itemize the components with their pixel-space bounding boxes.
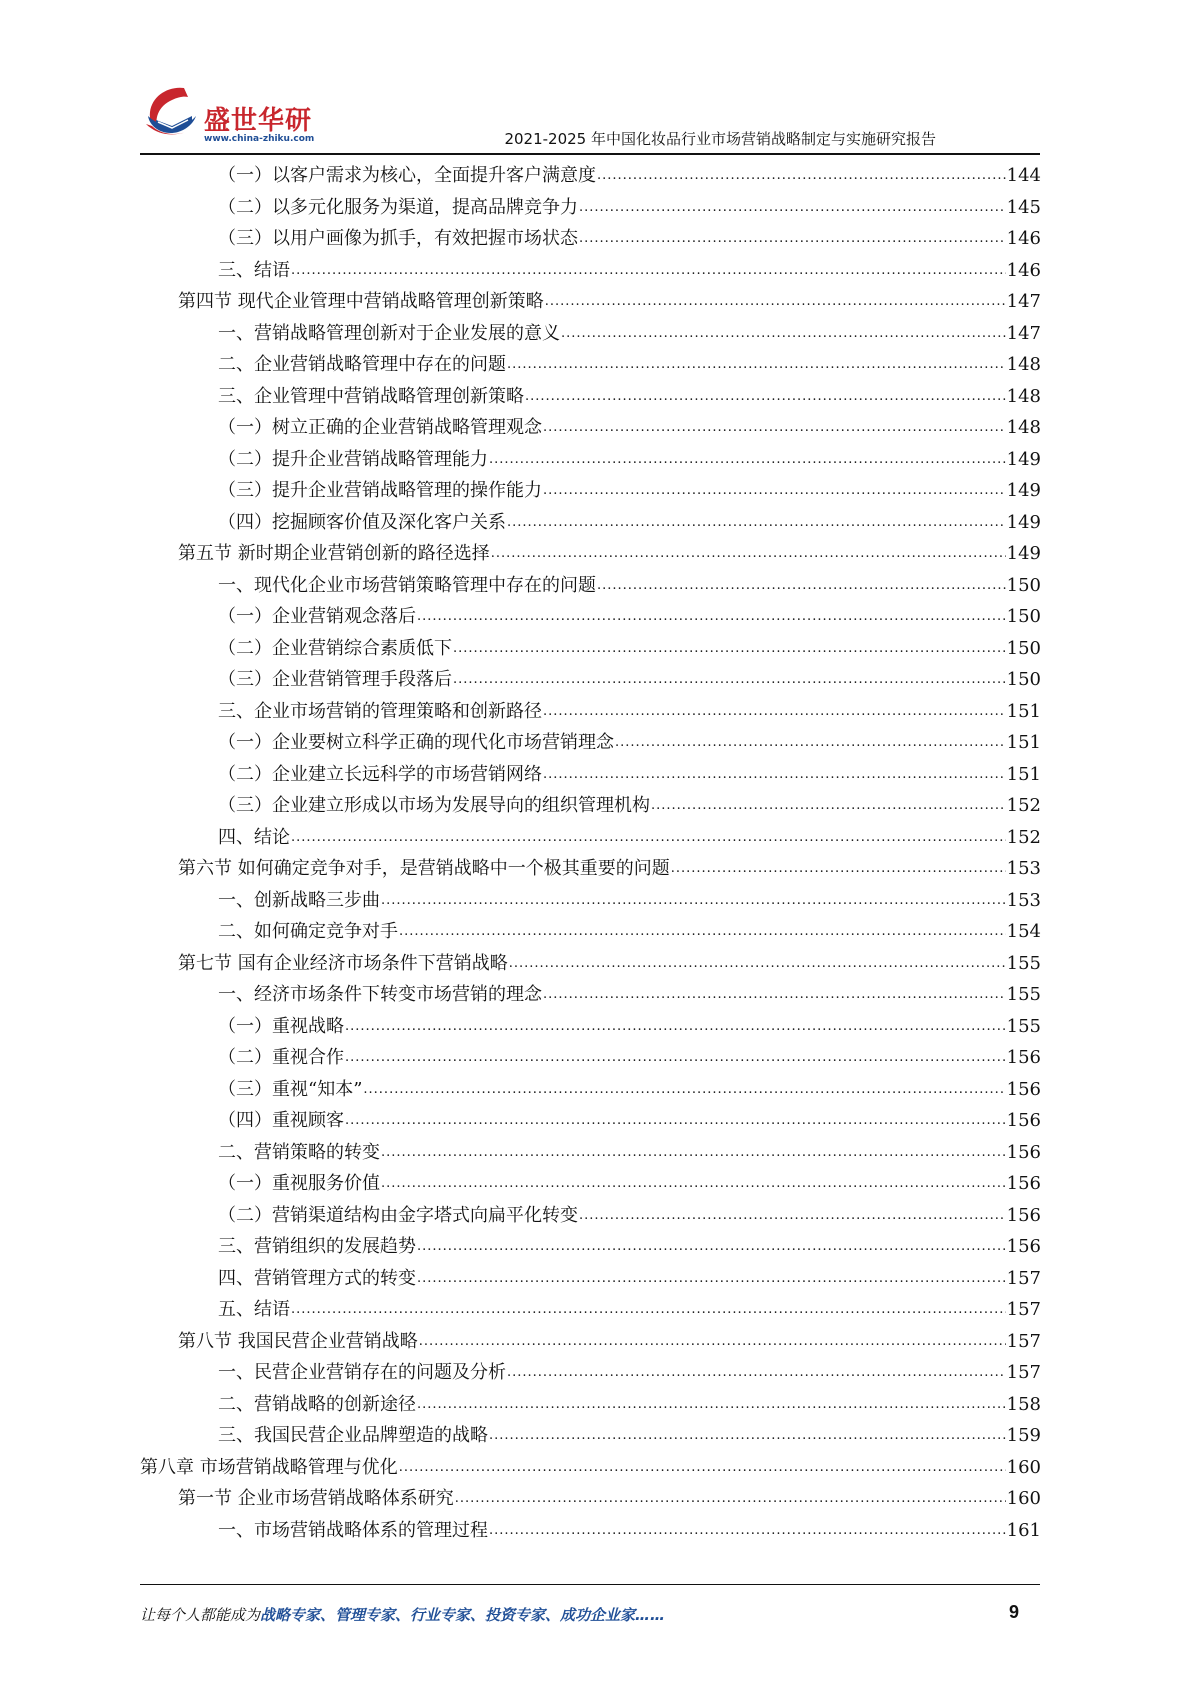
toc-entry-label: 四、结论 (218, 827, 290, 848)
toc-entry[interactable] (218, 349, 1041, 380)
toc-entry-label: （三）以用户画像为抓手，有效把握市场状态 (218, 228, 578, 249)
toc-entry[interactable] (218, 822, 1041, 853)
toc-entry-page: 155 (1006, 1016, 1041, 1037)
toc-entry-label: 第八章 市场营销战略管理与优化 (140, 1457, 398, 1478)
page-header (0, 0, 1191, 150)
footer-slogan-highlight: 战略专家、管理专家、行业专家、投资专家、成功企业家…… (260, 1606, 666, 1624)
toc-dot-leader (491, 538, 1006, 569)
toc-dot-leader (489, 444, 1006, 475)
toc-entry-label: 三、结语 (218, 260, 290, 281)
toc-dot-leader (453, 664, 1006, 695)
toc-entry[interactable] (218, 1168, 1041, 1199)
toc-dot-leader (543, 759, 1006, 790)
toc-entry-label: （一）企业要树立科学正确的现代化市场营销理念 (218, 732, 614, 753)
toc-entry[interactable] (178, 948, 1041, 979)
toc-entry[interactable] (218, 1263, 1041, 1294)
toc-dot-leader (545, 286, 1006, 317)
toc-entry-label: （一）以客户需求为核心，全面提升客户满意度 (218, 165, 596, 186)
toc-entry-page: 148 (1006, 354, 1041, 375)
toc-entry-page: 153 (1006, 890, 1041, 911)
toc-dot-leader (417, 1231, 1006, 1262)
toc-entry-label: （四）重视顾客 (218, 1110, 344, 1131)
toc-dot-leader (453, 633, 1006, 664)
toc-entry-page: 151 (1006, 701, 1041, 722)
toc-dot-leader (455, 1483, 1006, 1514)
toc-entry-label: （一）重视战略 (218, 1016, 344, 1037)
toc-entry[interactable] (218, 727, 1041, 758)
toc-dot-leader (507, 349, 1006, 380)
toc-entry-page: 157 (1006, 1362, 1041, 1383)
toc-entry[interactable] (218, 1042, 1041, 1073)
toc-entry[interactable] (218, 885, 1041, 916)
toc-dot-leader (489, 1515, 1006, 1546)
toc-entry[interactable] (218, 1515, 1041, 1546)
toc-entry[interactable] (218, 192, 1041, 223)
toc-entry-label: 一、现代化企业市场营销策略管理中存在的问题 (218, 575, 596, 596)
toc-entry[interactable] (178, 538, 1041, 569)
toc-entry-label: 二、如何确定竞争对手 (218, 921, 398, 942)
toc-entry-label: （二）企业建立长远科学的市场营销网络 (218, 764, 542, 785)
toc-dot-leader (399, 1452, 1006, 1483)
page-number: 9 (1009, 1602, 1020, 1622)
toc-entry-label: （二）以多元化服务为渠道，提高品牌竞争力 (218, 197, 578, 218)
toc-entry-page: 152 (1006, 795, 1041, 816)
toc-dot-leader (579, 223, 1006, 254)
toc-entry-page: 157 (1006, 1331, 1041, 1352)
toc-dot-leader (651, 790, 1006, 821)
toc-entry-page: 144 (1006, 165, 1041, 186)
toc-entry-page: 150 (1006, 606, 1041, 627)
toc-entry[interactable] (218, 381, 1041, 412)
toc-entry-label: （一）重视服务价值 (218, 1173, 380, 1194)
toc-dot-leader (345, 1042, 1006, 1073)
toc-entry-label: 一、民营企业营销存在的问题及分析 (218, 1362, 506, 1383)
toc-entry-page: 161 (1006, 1520, 1041, 1541)
toc-dot-leader (417, 601, 1006, 632)
toc-dot-leader (363, 1074, 1005, 1105)
footer-slogan-prefix: 让每个人都能成为 (140, 1606, 261, 1624)
toc-entry-page: 150 (1006, 669, 1041, 690)
toc-dot-leader (597, 570, 1006, 601)
toc-entry-label: 一、市场营销战略体系的管理过程 (218, 1520, 488, 1541)
toc-entry-label: 二、企业营销战略管理中存在的问题 (218, 354, 506, 375)
toc-entry-label: （三）企业建立形成以市场为发展导向的组织管理机构 (218, 795, 650, 816)
toc-entry[interactable] (218, 1137, 1041, 1168)
toc-entry[interactable] (218, 1357, 1041, 1388)
toc-dot-leader (543, 979, 1006, 1010)
toc-entry-label: 一、营销战略管理创新对于企业发展的意义 (218, 323, 560, 344)
toc-entry[interactable] (218, 979, 1041, 1010)
toc-dot-leader (525, 381, 1006, 412)
toc-entry-page: 146 (1006, 260, 1041, 281)
toc-entry[interactable] (218, 1420, 1041, 1451)
toc-entry-page: 151 (1006, 764, 1041, 785)
toc-entry[interactable] (218, 1105, 1041, 1136)
toc-dot-leader (345, 1011, 1006, 1042)
toc-dot-leader (381, 885, 1006, 916)
toc-entry-page: 156 (1006, 1205, 1041, 1226)
toc-entry[interactable] (218, 255, 1041, 286)
toc-entry[interactable] (218, 696, 1041, 727)
toc-dot-leader (417, 1263, 1006, 1294)
footer-slogan (140, 1604, 665, 1625)
toc-entry-page: 147 (1006, 323, 1041, 344)
toc-entry[interactable] (178, 853, 1041, 884)
toc-entry-page: 154 (1006, 921, 1041, 942)
toc-entry[interactable] (218, 412, 1041, 443)
toc-entry[interactable] (218, 444, 1041, 475)
toc-entry[interactable] (218, 759, 1041, 790)
toc-entry-label: 一、创新战略三步曲 (218, 890, 380, 911)
toc-dot-leader (507, 507, 1006, 538)
toc-entry-page: 149 (1006, 480, 1041, 501)
toc-entry-page: 148 (1006, 417, 1041, 438)
toc-entry-page: 157 (1006, 1299, 1041, 1320)
toc-entry[interactable] (218, 601, 1041, 632)
toc-entry-label: 五、结语 (218, 1299, 290, 1320)
company-logo (138, 82, 338, 152)
toc-entry-label: （三）重视“知本” (218, 1079, 363, 1100)
toc-entry-label: 第五节 新时期企业营销创新的路径选择 (178, 543, 490, 564)
toc-entry-label: 三、企业市场营销的管理策略和创新路径 (218, 701, 542, 722)
toc-dot-leader (615, 727, 1006, 758)
toc-entry-label: 三、我国民营企业品牌塑造的战略 (218, 1425, 488, 1446)
toc-entry-label: 四、营销管理方式的转变 (218, 1268, 416, 1289)
toc-entry-page: 158 (1006, 1394, 1041, 1415)
toc-dot-leader (291, 255, 1006, 286)
toc-dot-leader (579, 1200, 1006, 1231)
toc-entry-page: 145 (1006, 197, 1041, 218)
toc-entry-page: 157 (1006, 1268, 1041, 1289)
toc-dot-leader (399, 916, 1006, 947)
toc-entry-page: 148 (1006, 386, 1041, 407)
toc-entry[interactable] (218, 1200, 1041, 1231)
toc-entry[interactable] (218, 160, 1041, 191)
toc-dot-leader (543, 696, 1006, 727)
toc-entry[interactable] (218, 790, 1041, 821)
toc-entry-page: 156 (1006, 1236, 1041, 1257)
toc-entry-label: （一）企业营销观念落后 (218, 606, 416, 627)
toc-entry-label: 二、营销策略的转变 (218, 1142, 380, 1163)
toc-entry[interactable] (218, 1231, 1041, 1262)
toc-entry[interactable] (218, 916, 1041, 947)
toc-entry-page: 155 (1006, 984, 1041, 1005)
toc-entry-label: 三、营销组织的发展趋势 (218, 1236, 416, 1257)
toc-entry-page: 150 (1006, 575, 1041, 596)
report-title: 2021-2025 年中国化妆品行业市场营销战略制定与实施研究报告 (504, 130, 936, 148)
toc-entry-label: （三）提升企业营销战略管理的操作能力 (218, 480, 542, 501)
toc-entry-page: 151 (1006, 732, 1041, 753)
toc-entry[interactable] (218, 1294, 1041, 1325)
toc-entry-label: 第一节 企业市场营销战略体系研究 (178, 1488, 454, 1509)
toc-entry-label: （二）提升企业营销战略管理能力 (218, 449, 488, 470)
toc-entry-label: （三）企业营销管理手段落后 (218, 669, 452, 690)
toc-entry-page: 149 (1006, 543, 1041, 564)
toc-dot-leader (597, 160, 1006, 191)
toc-entry-page: 147 (1006, 291, 1041, 312)
toc-entry-page: 155 (1006, 953, 1041, 974)
toc-entry-label: （二）企业营销综合素质低下 (218, 638, 452, 659)
toc-entry[interactable] (218, 507, 1041, 538)
toc-entry[interactable] (218, 664, 1041, 695)
toc-dot-leader (291, 822, 1006, 853)
toc-entry-page: 149 (1006, 449, 1041, 470)
toc-dot-leader (417, 1389, 1006, 1420)
toc-dot-leader (543, 475, 1006, 506)
toc-entry[interactable] (218, 475, 1041, 506)
toc-entry-label: （一）树立正确的企业营销战略管理观念 (218, 417, 542, 438)
toc-entry[interactable] (218, 570, 1041, 601)
toc-entry-label: 一、经济市场条件下转变市场营销的理念 (218, 984, 542, 1005)
toc-dot-leader (509, 948, 1006, 979)
toc-entry-page: 160 (1006, 1488, 1041, 1509)
logo-text: 盛世华研 (204, 106, 313, 136)
toc-entry-page: 146 (1006, 228, 1041, 249)
toc-dot-leader (543, 412, 1006, 443)
logo-mark-icon (138, 82, 202, 146)
toc-dot-leader (419, 1326, 1006, 1357)
toc-entry[interactable] (218, 1389, 1041, 1420)
toc-entry-label: （二）重视合作 (218, 1047, 344, 1068)
toc-entry[interactable] (218, 1011, 1041, 1042)
toc-entry-page: 156 (1006, 1047, 1041, 1068)
logo-url: www.china-zhiku.com (204, 134, 315, 144)
toc-entry-label: （二）营销渠道结构由金字塔式向扁平化转变 (218, 1205, 578, 1226)
toc-entry-page: 156 (1006, 1079, 1041, 1100)
toc-entry[interactable] (140, 1452, 1041, 1483)
toc-dot-leader (489, 1420, 1006, 1451)
toc-entry-label: 第四节 现代企业管理中营销战略管理创新策略 (178, 291, 544, 312)
footer-divider (140, 1584, 1040, 1585)
toc-entry[interactable] (218, 223, 1041, 254)
header-divider (140, 153, 1040, 155)
toc-entry-page: 160 (1006, 1457, 1041, 1478)
toc-entry-label: 二、营销战略的创新途径 (218, 1394, 416, 1415)
toc-entry-page: 156 (1006, 1110, 1041, 1131)
toc-entry-page: 159 (1006, 1425, 1041, 1446)
toc-dot-leader (507, 1357, 1006, 1388)
toc-dot-leader (381, 1137, 1006, 1168)
toc-entry-page: 152 (1006, 827, 1041, 848)
toc-dot-leader (345, 1105, 1006, 1136)
toc-entry[interactable] (178, 1483, 1041, 1514)
toc-entry[interactable] (218, 633, 1041, 664)
toc-entry[interactable] (178, 286, 1041, 317)
toc-entry-page: 156 (1006, 1142, 1041, 1163)
toc-entry-label: 第八节 我国民营企业营销战略 (178, 1331, 418, 1352)
toc-dot-leader (561, 318, 1006, 349)
toc-dot-leader (579, 192, 1006, 223)
toc-dot-leader (381, 1168, 1006, 1199)
toc-entry-label: 第六节 如何确定竞争对手，是营销战略中一个极其重要的问题 (178, 858, 670, 879)
toc-entry-page: 156 (1006, 1173, 1041, 1194)
toc-dot-leader (671, 853, 1006, 884)
toc-entry[interactable] (218, 318, 1041, 349)
toc-entry-label: 第七节 国有企业经济市场条件下营销战略 (178, 953, 508, 974)
toc-entry-label: （四）挖掘顾客价值及深化客户关系 (218, 512, 506, 533)
toc-entry[interactable] (218, 1074, 1041, 1105)
toc-entry[interactable] (178, 1326, 1041, 1357)
toc-dot-leader (291, 1294, 1006, 1325)
toc-entry-page: 149 (1006, 512, 1041, 533)
toc-entry-page: 150 (1006, 638, 1041, 659)
toc-entry-label: 三、企业管理中营销战略管理创新策略 (218, 386, 524, 407)
toc-entry-page: 153 (1006, 858, 1041, 879)
